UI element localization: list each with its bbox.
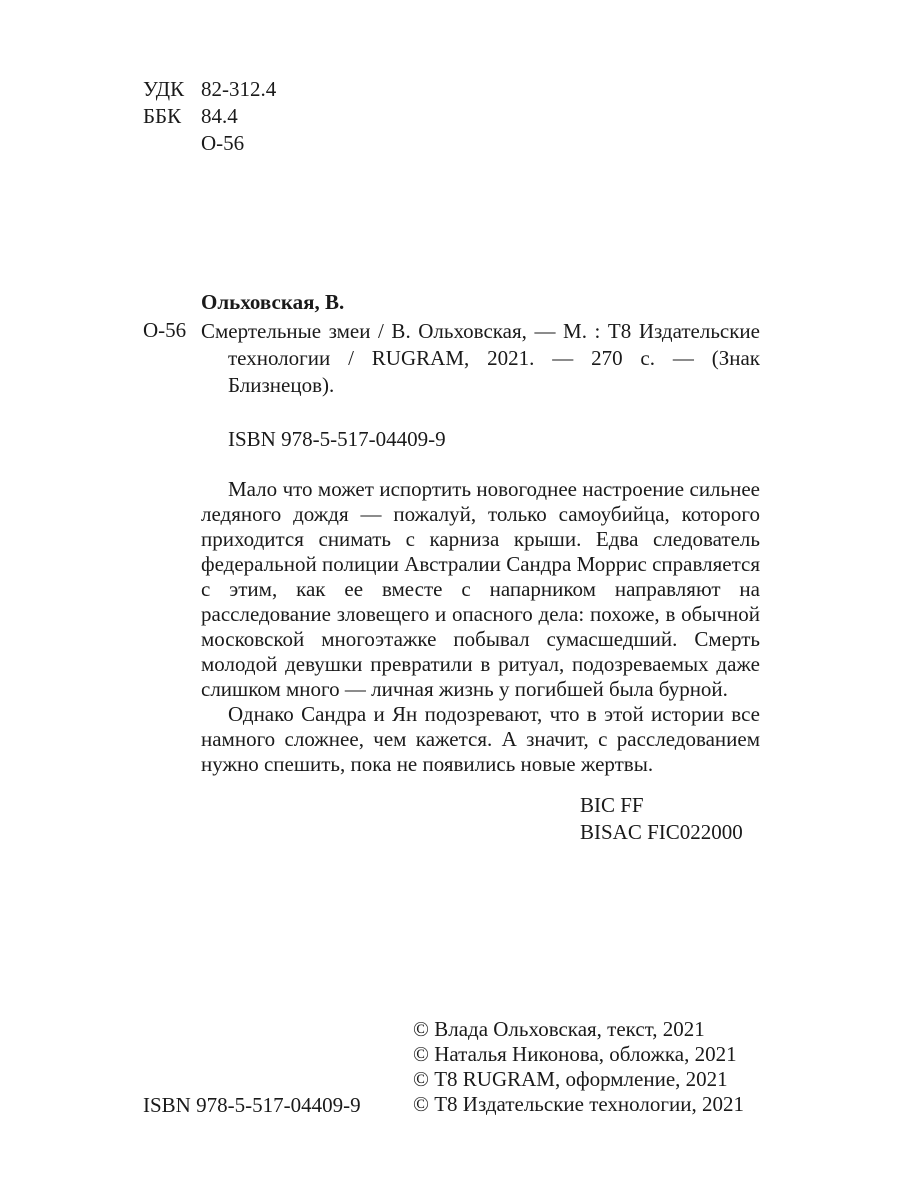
udk-label: УДК <box>143 77 185 101</box>
bisac-code: BISAC FIC022000 <box>580 820 743 844</box>
copyright-line: © Наталья Никонова, обложка, 2021 <box>413 1042 737 1066</box>
bbk-row <box>143 104 276 131</box>
author-mark: О-56 <box>201 131 245 155</box>
annotation <box>201 477 760 777</box>
annotation-paragraph-1: Мало что может испортить новогоднее настроение сильнее ледяного дождя — пожалуй, только самоубийца, которого приходится снимать с карниза крыши. Едва следователь федеральной полиции Австралии Сандра Моррис справляется с этим, как ее вместе с напарником направляют на расследование зловещего и опасного дела: похоже, в обычной московской многоэтажке побывал сумасшедший. Смерть молодой девушки превратили в ритуал, подозреваемых даже слишком много — личная жизнь у погибшей была бурной. <box>201 477 760 701</box>
udk-value: 82-312.4 <box>201 77 277 101</box>
footer-isbn: ISBN 978-5-517-04409-9 <box>143 1093 361 1117</box>
author-mark-row <box>143 131 276 158</box>
subject-codes <box>580 793 743 847</box>
udk-row <box>143 77 276 104</box>
bic-code: BIC FF <box>580 793 644 817</box>
catalog-code: О-56 <box>143 318 187 342</box>
bbk-value: 84.4 <box>201 104 238 128</box>
copyright-line: © Влада Ольховская, текст, 2021 <box>413 1017 705 1041</box>
bbk-label: ББК <box>143 104 182 128</box>
annotation-paragraph-2: Однако Сандра и Ян подозревают, что в этой истории все намного сложнее, чем кажется. А значит, с расследованием нужно спешить, пока не появились новые жертвы. <box>201 702 760 776</box>
catalog-isbn: ISBN 978-5-517-04409-9 <box>228 427 446 451</box>
copyright-block <box>413 1017 744 1117</box>
copyright-line: © Т8 RUGRAM, оформление, 2021 <box>413 1067 728 1091</box>
catalog-author: Ольховская, В. <box>201 290 345 314</box>
copyright-line: © Т8 Издательские технологии, 2021 <box>413 1092 744 1116</box>
catalog-description: Смертельные змеи / В. Ольховская, — М. : Т8 Издательские технологии / RUGRAM, 2021. — 270 с. — (Знак Близнецов). <box>201 319 760 397</box>
classification-block <box>143 77 276 158</box>
